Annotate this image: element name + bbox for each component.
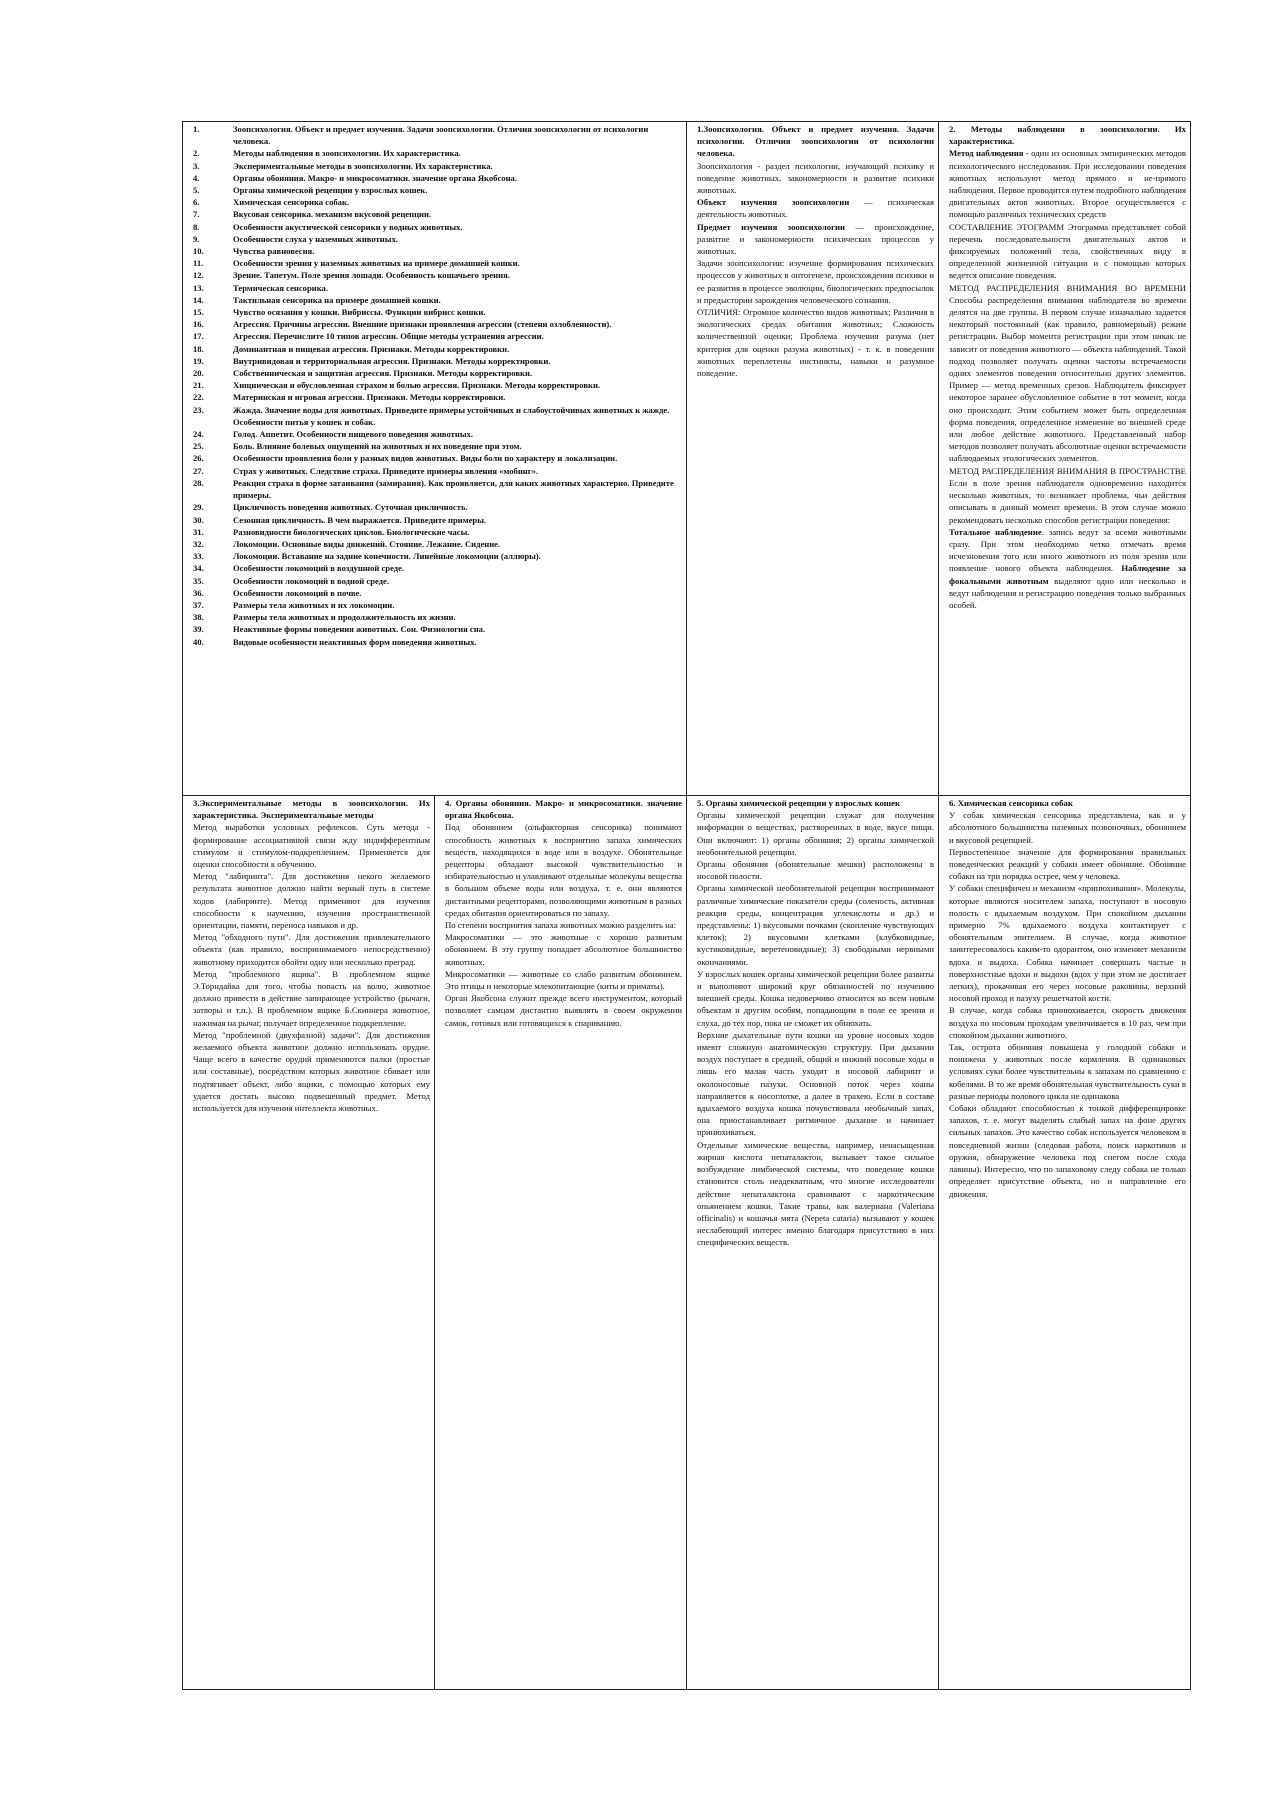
answer-6-text: Первостепенное значение для формирования правильных поведенческих реакций у собаки имеет обоняние. Обоняние собаки на три порядка острее, чем у человека. — [949, 846, 1186, 882]
question-item — [193, 599, 682, 611]
answer-3-text: Метод "проблемной (двухфазной) задачи". Для достижения желаемого объекта животное должно использовать орудие. Чаще всего в качестве орудий применяются палки (простые или составные), посредством которых животное сбивает или подтягивает объект, либо ящики, с помощью которых ему удается достать высоко подвешенный предмет. Метод используется для изучения интеллекта животных. — [193, 1029, 430, 1114]
question-item — [193, 550, 682, 562]
question-number: 13. — [193, 282, 204, 293]
answer-1-text: Зоопсихология - раздел психологии, изучающий психику и поведение животных, закономерности и развитие психики животных. — [697, 160, 934, 196]
question-item — [193, 562, 682, 574]
question-item — [193, 269, 682, 281]
answer-1-subject-term: Предмет изучения зоопсихологии — [697, 221, 846, 232]
answer-2-cell — [939, 122, 1191, 796]
question-item — [193, 330, 682, 342]
answer-6-text: Собаки обладают способностью к тонкой дифференцировке запахов, т. е. могут выделять слабый запах на фоне других сильных запахов. Это качество собак используется человеком в повседневной жизни (следовая работа, поиск наркотиков и оружия, обнаружение человека под снегом после схода лавины). Интересно, что по запаховому следу собака не только определяет присутствие объекта, но и направление его движения. — [949, 1103, 1186, 1199]
question-number: 38. — [193, 612, 204, 623]
question-item — [193, 306, 682, 318]
question-number: 16. — [193, 319, 204, 330]
question-item — [193, 440, 682, 452]
question-number: 3. — [193, 160, 200, 171]
question-item — [193, 428, 682, 440]
question-item — [193, 587, 682, 599]
question-text: Материнская и игровая агрессия. Признаки. Методы корректировки. — [233, 392, 506, 403]
question-list — [193, 123, 682, 648]
question-item — [193, 257, 682, 269]
question-text: Особенности акустической сенсорики у водных животных. — [233, 221, 463, 232]
question-number: 22. — [193, 392, 204, 403]
question-text: Зоопсихология. Объект и предмет изучения. Задачи зоопсихологии. Отличия зоопсихологии от психологии человека. — [233, 124, 649, 147]
question-item — [193, 294, 682, 306]
question-item — [193, 172, 682, 184]
answer-1-object-def: — психическая деятельность животных. — [697, 197, 934, 220]
question-text: Разновидности биологических циклов. Биологические часы. — [233, 526, 470, 537]
answer-6-text: Так, острота обоняния повышена у голодной собаки и понижена у животных после кормления. В одинаковых условиях суки более чувствительны к запахам по сравнению с кобелями. В то же время обонятельная чувствительность суки в разные периоды полового цикла не одинакова — [949, 1042, 1186, 1101]
question-text: Чувства равновесия. — [233, 246, 315, 257]
answer-6-text: В случае, когда собака принюхивается, скорость движения воздуха по носовым проходам увеличивается в 10 раз, чем при спокойном дыхании животного. — [949, 1005, 1186, 1040]
question-number: 6. — [193, 197, 200, 208]
answer-3-cell — [183, 796, 435, 1690]
answer-4-text: Микросоматики — животные со слабо развитым обонянием. Это птицы и некоторые млекопитающие (киты и приматы). — [445, 968, 682, 992]
question-text: Размеры тела животных и их локомоции. — [233, 599, 395, 610]
question-text: Локомоции. Вставание на задние конечности. Линейные локомоции (аллюры). — [233, 551, 541, 562]
question-text: Внутривидовая и территориальная агрессия. Признаки. Методы корректировки. — [233, 355, 551, 366]
question-text: Голод. Аппетит. Особенности пищевого поведения животных. — [233, 429, 474, 440]
answer-5-text: Органы обоняния (обонятельные мешки) расположены в носовой полости. — [697, 859, 934, 882]
answer-4-title: 4. Органы обоняния. Макро- и микросоматики. значение органа Якобсона. — [445, 798, 682, 821]
answer-2-time-method: МЕТОД РАСПРЕДЕЛЕНИЯ ВНИМАНИЯ ВО ВРЕМЕНИ Способы распределения внимания наблюдателя во времени делятся на две группы. В первом случае изначально задается некоторый постоянный (как правило, равномерный) режим регистрации. Выбор момента регистрации при этом никак не зависит от поведения животного — объекта наблюдений. Такой подход позволяет получать оценки частоты встречаемости одних элементов поведения относительно других элементов. Пример — метод временных срезов. Наблюдатель фиксирует некоторое заранее обусловленное событие в тот момент, когда оно происходит. Этим событием может быть определенная форма поведения, определенное изменение во внешней среде или любое действие животного. Представленный набор методов позволяет получать абсолютные оценки встречаемости наблюдаемых этологических элементов. — [949, 282, 1186, 464]
question-number: 32. — [193, 538, 204, 549]
question-text: Методы наблюдения в зоопсихологии. Их характеристика. — [233, 148, 461, 159]
answer-1-object — [697, 196, 934, 220]
question-item — [193, 477, 682, 501]
question-number: 1. — [193, 124, 200, 134]
question-number: 39. — [193, 624, 204, 635]
question-text: Локомоции. Основные виды движений. Стояние. Лежание. Сидение. — [233, 538, 501, 549]
question-item — [193, 123, 682, 147]
answer-1-cell — [687, 122, 939, 796]
table-row — [183, 122, 1191, 796]
question-text: Видовые особенности неактивных форм поведения животных. — [233, 636, 477, 647]
answer-4-text: Орган Якобсона служит прежде всего инструментом, который позволяет самцам дистантно выявлять в своем окружении самок, готовых или готовящихся к спариванию. — [445, 993, 682, 1028]
answer-6-cell — [939, 796, 1191, 1690]
question-text: Чувство осязания у кошки. Вибриссы. Функции вибрисс кошки. — [233, 307, 486, 318]
answer-2-observation-def: - один из основных эмпирических методов психологического исследования. При исследовании поведения животных используют метод прямого и не-прямого наблюдения. Первое проводится путем подробного наблюдения двигательных актов животных. Второе осуществляется с помощью различных технических средств — [949, 148, 1186, 220]
question-text: Химическая сенсорика собак. — [233, 197, 350, 208]
question-item — [193, 465, 682, 477]
question-number: 2. — [193, 148, 200, 159]
question-item — [193, 355, 682, 367]
question-text: Тактильная сенсорика на примере домашней кошки. — [233, 294, 441, 305]
question-number: 15. — [193, 307, 204, 318]
question-number: 24. — [193, 429, 204, 440]
answer-2-observation-term: Метод наблюдения — [949, 148, 1024, 159]
answer-5-text: Органы химической рецепции служат для получения информации о веществах, растворенных в воде, вкусе пищи. Они включают: 1) органы обоняния; 2) органы химической необонятельной рецепции. — [697, 810, 934, 857]
question-number: 10. — [193, 246, 204, 257]
question-number: 25. — [193, 441, 204, 452]
answer-1-differences: ОТЛИЧИЯ: Огромное количество видов животных; Различия в экологических средах обитания животных; Сложность количественной оценки; Проблема изучения разума (нет критерия для оценки разума животных) - т. к. в поведении животных переплетены инстинкты, навыки и разумное поведение. — [697, 307, 934, 379]
answer-2-title: 2. Методы наблюдения в зоопсихологии. Их характеристика. — [949, 124, 1186, 147]
answer-1-object-term: Объект изучения зоопсихологии — [697, 197, 850, 208]
question-item — [193, 404, 682, 428]
question-number: 29. — [193, 502, 204, 513]
answer-6-text: У собаки специфичен и механизм «принюхивания». Молекулы, которые являются носителем запаха, поступают в носовую полость с вдыхаемым воздухом. При спокойном дыхании примерно 7% вдыхаемого воздуха контактирует с обонятельным эпителием. В случае, когда животное заинтересовалось каким-то одорантом, оно изменяет механизм вдоха и выдоха. Собака начинает совершать частые и поверхностные вдохи и выдохи (вдох у при этом не достигает легких), прокачивая его через носовые раковины, верхний носовой проход и пазуху решетчатой кости. — [949, 883, 1186, 1004]
question-text: Особенности локомоций в почве. — [233, 587, 362, 598]
answer-2-total-term: Тотальное наблюдение — [949, 526, 1042, 537]
question-number: 26. — [193, 453, 204, 464]
question-item — [193, 391, 682, 403]
answer-5-text: Органы химической необонятельной рецепции воспринимают различные химические показатели среды (соленость, активная реакция среды, концентрация углекислоты и др.) и представлены: 1) вкусовыми почками (скопление чувствующих клеток); 2) вкусовыми клетками (клубковидные, кустиковидные, веретеновидные); 3) свободными нервными окончаниями. — [697, 883, 934, 967]
question-item — [193, 526, 682, 538]
question-item — [193, 184, 682, 196]
question-text: Особенности локомоций в воздушной среде. — [233, 563, 405, 574]
question-item — [193, 233, 682, 245]
question-number: 19. — [193, 355, 204, 366]
answer-4-text: По степени восприятия запаха животных можно разделить на: — [445, 920, 677, 931]
answer-1-title: 1.Зоопсихология. Объект и предмет изучения. Задачи психологии. Отличия зоопсихологии от психологии человека. — [697, 124, 934, 159]
question-text: Термическая сенсорика. — [233, 282, 328, 293]
question-number: 8. — [193, 221, 200, 232]
answer-2-focal-def: выделяют одно или несколько и ведут наблюдения и регистрацию поведения только выбранных особей. — [949, 575, 1187, 610]
table-row — [183, 796, 1191, 1690]
question-text: Реакция страха в форме затаивания (замирания). Как проявляется, для каких животных характерно. Приведите примеры. — [233, 477, 674, 501]
answer-3-text: Метод "проблемного ящика". В проблемном ящике Э.Торндайка для того, чтобы попасть на волю, животное должно привести в действие запирающее устройство (рычаги, затворы и т.п.). В проблемном ящике Б.Скиннера животное, нажимая на рычаг, получает определенное подкрепление. — [193, 968, 430, 1028]
question-item — [193, 611, 682, 623]
question-item — [193, 245, 682, 257]
answer-5-text: У взрослых кошек органы химической рецепции более развиты и выполняют широкий круг обязанностей по изучению внешней среды. Кошка недоверчиво относится ко всем новым объектам и другим особям, попадающим в поле ее зрения и слуха, до тех пор, пока не сможет их обнюхать. — [697, 968, 934, 1028]
answer-4-cell — [435, 796, 687, 1690]
question-item — [193, 636, 682, 648]
answer-6-title: 6. Химическая сенсорика собак — [949, 798, 1073, 808]
question-text: Доминантная и пищевая агрессия. Признаки. Методы корректировки. — [233, 343, 510, 354]
question-item — [193, 514, 682, 526]
question-item — [193, 623, 682, 635]
question-item — [193, 208, 682, 220]
question-item — [193, 501, 682, 513]
question-text: Особенности локомоций в водной среде. — [233, 575, 389, 586]
answer-3-title: 3.Экспериментальные методы в зоопсихологии. Их характеристика. Экспериментальные методы — [193, 798, 430, 821]
question-text: Органы обоняния. Макро- и микросоматики. значение органа Якобсона. — [233, 172, 517, 183]
answer-2-space-method: МЕТОД РАСПРЕДЕЛЕНИЯ ВНИМАНИЯ В ПРОСТРАНСТВЕ Если в поле зрения наблюдателя одновременно находится несколько животных, то возникает проблема, чьи действия описывать в данный момент времени. В этом случае можно рекомендовать несколько способов регистрации поведения: — [949, 465, 1186, 525]
question-number: 14. — [193, 294, 204, 305]
answer-3-text: Метод выработки условных рефлексов. Суть метода - формирование ассоциативной связи жду индифферентным стимулом и стимулом-подкреплением. Применяется для оценки способности к обучению. — [193, 822, 430, 870]
question-item — [193, 379, 682, 391]
answer-2-total-def: . запись ведут за всеми животными сразу. При этом необходимо четко отмечать время исчезновения того или иного животного из поля зрения или появление нового объекта наблюдения. — [949, 526, 1186, 574]
question-item — [193, 318, 682, 330]
question-number: 17. — [193, 331, 204, 342]
question-text: Органы химической рецепции у взрослых кошек. — [233, 185, 428, 196]
question-text: Особенности зрения у наземных животных на примере домашней кошки. — [233, 258, 520, 269]
answer-3-text: Метод "лабиринта". Для достижения некого желаемого результата животное должно найти верный путь в системе ходов (лабиринте). Метод применяют для изучения способности к научению, изучения пространственной ориентации, памяти, переноса навыков и др. — [193, 871, 430, 931]
answer-2-focal-term: Наблюдение за фокальными животным — [949, 563, 1187, 586]
question-text: Вкусовая сенсорика. механизм вкусовой рецепции. — [233, 209, 432, 220]
question-number: 34. — [193, 563, 204, 574]
answer-1-tasks: Задачи зоопсихологии: изучение формирования психических процессов у животных в онтогенезе, происхождения психики и ее развития в процессе эволюции, биологических предпосылок и предыстории зарождения человеческого сознания. — [697, 258, 934, 305]
answer-4-text: Под обонянием (ольфакторная сенсорика) понимают способность животных к восприятию запаха химических веществ, находящихся в воде или в воздухе. Обонятельные рецепторы обладают высокой чувствительностью и избирательностью и улавливают отдельные молекулы вещества в большом объеме воды или воздуха, т. е. они являются дистантными рецепторами, позволяющими животным в разных средах обитания ориентироваться по запаху. — [445, 822, 682, 918]
question-text: Размеры тела животных и продолжительность их жизни. — [233, 612, 456, 623]
question-text: Зрение. Тапетум. Поле зрения лошади. Особенность кошачьего зрения. — [233, 270, 510, 281]
question-item — [193, 221, 682, 233]
question-number: 21. — [193, 380, 204, 391]
answer-2-ethogram: СОСТАВЛЕНИЕ ЭТОГРАММ Этограмма представляет собой перечень последовательности двигательных актов и фиксируемых положений тела, свойственных виду в определенной жизненной ситуации и с помощью которых ведется описание поведения. — [949, 221, 1186, 281]
question-number: 31. — [193, 526, 204, 537]
question-number: 36. — [193, 587, 204, 598]
question-number: 28. — [193, 477, 204, 488]
question-text: Неактивные формы поведения животных. Сон. Физиология сна. — [233, 624, 486, 635]
answer-2-total — [949, 526, 1186, 611]
question-number: 33. — [193, 551, 204, 562]
question-item — [193, 196, 682, 208]
question-number: 9. — [193, 233, 200, 244]
answer-3-text: Метод "обходного пути". Для достижения привлекательного объекта (как правило, воспринимаемого непосредственно) животному приходится обойти одну или несколько преград. — [193, 932, 430, 967]
question-number: 18. — [193, 343, 204, 354]
question-number: 12. — [193, 270, 204, 281]
answer-5-title: 5. Органы химической рецепции у взрослых кошек — [697, 798, 901, 808]
toc-cell — [183, 122, 687, 796]
question-number: 7. — [193, 209, 200, 220]
answer-2-observation — [949, 147, 1186, 220]
question-item — [193, 452, 682, 464]
answer-6-text: У собак химическая сенсорика представлена, как и у абсолютного большинства наземных позвоночных, обонянием и вкусовой рецепцией. — [949, 810, 1186, 845]
question-text: Собственническая и защитная агрессия. Признаки. Методы корректировки. — [233, 368, 533, 379]
question-text: Особенности проявления боли у разных видов животных. Виды боли по характеру и локализации. — [233, 453, 618, 464]
question-text: Хищническая и обусловленная страхом и болью агрессия. Признаки. Методы корректировки. — [233, 380, 601, 391]
question-text: Агрессия. Перечислите 10 типов агрессии. Общие методы устранения агрессии. — [233, 331, 544, 342]
question-number: 27. — [193, 465, 204, 476]
question-text: Страх у животных. Следствие страха. Приведите примеры явления «мобинг». — [233, 465, 539, 476]
question-item — [193, 343, 682, 355]
question-text: Жажда. Значение воды для животных. Приведите примеры устойчивых и слабоустойчивых животных к жажде. Особенности питья у кошек и собак. — [233, 404, 670, 427]
question-number: 35. — [193, 575, 204, 586]
question-item — [193, 160, 682, 172]
question-text: Сезонная цикличность. В чем выражается. Приведите примеры. — [233, 514, 487, 525]
question-number: 11. — [193, 258, 204, 269]
question-number: 4. — [193, 172, 200, 183]
question-item — [193, 282, 682, 294]
answer-1-subject — [697, 221, 934, 258]
question-number: 20. — [193, 368, 204, 379]
answer-4-text: Макросоматики — это животные с хорошо развитым обонянием. В эту группу попадает абсолютное большинство животных. — [445, 932, 682, 967]
content-table — [182, 121, 1191, 1690]
question-number: 40. — [193, 636, 204, 647]
question-number: 30. — [193, 514, 204, 525]
question-number: 5. — [193, 185, 200, 196]
question-number: 23. — [193, 404, 204, 415]
question-item — [193, 147, 682, 159]
question-number: 37. — [193, 599, 204, 610]
question-text: Цикличность поведения животных. Суточная цикличность. — [233, 502, 468, 513]
question-text: Боль. Влияние болевых ощущений на животных и их поведение при этом. — [233, 441, 522, 452]
question-item — [193, 575, 682, 587]
question-text: Экспериментальные методы в зоопсихологии. Их характеристика. — [233, 160, 493, 171]
question-item — [193, 538, 682, 550]
answer-5-cell — [687, 796, 939, 1690]
question-item — [193, 367, 682, 379]
answer-5-text: Верхние дыхательные пути кошки на уровне носовых ходов имеют сложную анатомическую структуру. При дыхании воздух поступает в средний, общий и нижний носовые ходы и лишь его малая часть уходит в носовой лабиринт и околоносовые пазухи. Основной поток через хоаны направляется к носоглотке, а далее в трахею. Если в составе вдыхаемого воздуха кошка почувствовала необычный запах, она приостанавливает ритмичное дыхание и начинает принюхиваться. — [697, 1029, 934, 1138]
answer-1-subject-def: — происхождение, развитие и закономерности психических процессов у животных. — [697, 221, 934, 257]
question-text: Агрессия. Причины агрессии. Внешние признаки проявления агрессии (степени озлобленности). — [233, 319, 612, 330]
question-text: Особенности слуха у наземных животных. — [233, 233, 398, 244]
answer-5-text: Отдельные химические вещества, например, ненасыщенная жирная кислота непаталактон, вызывает такое сильное возбуждение лимбической системы, что поведение кошки становится столь неадекватным, что многие исследователи действие непаталактона сравнивают с наркотическим опьянением кошки. Такие травы, как валериана (Valeriana officinalis) и кошачья мята (Nepeta cataria) вызывают у кошек неслабеющий интерес именно благодаря присутствию в них специфических веществ. — [697, 1139, 934, 1248]
